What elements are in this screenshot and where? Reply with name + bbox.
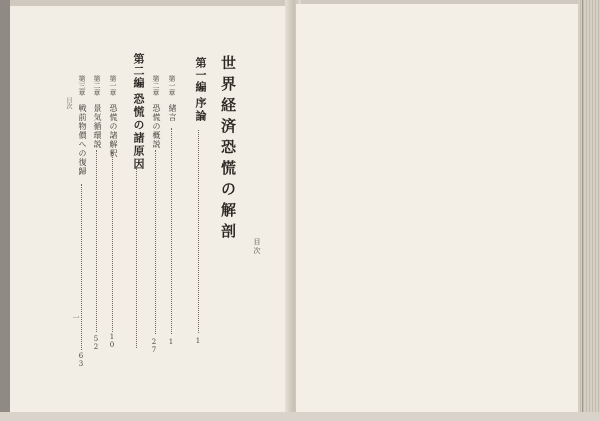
p1-ch1-label: 第一章 (168, 75, 176, 96)
p2-ch2-title: 景気循環説 (93, 104, 102, 149)
p2-ch1-page: 10 (108, 333, 116, 349)
part-2-leader (136, 168, 137, 348)
p2-ch2-page: 52 (92, 335, 100, 351)
page-edges (578, 0, 600, 421)
part-2-title: 恐慌の諸原因 (132, 93, 145, 171)
p2-ch1-title: 恐慌の諸解釈 (109, 104, 118, 158)
p2-ch3-page: 63 (77, 352, 85, 368)
part-2-label: 第二編 (132, 53, 145, 89)
p1-ch2-page: 27 (150, 338, 158, 354)
p2-ch1-label: 第一章 (109, 75, 117, 96)
p2-ch2-label: 第二章 (93, 75, 101, 96)
running-head: 目次 (65, 97, 72, 109)
p2-ch2-leader (96, 150, 97, 332)
left-edge-shadow (0, 0, 10, 421)
part-1-title: 序論 (194, 97, 207, 123)
book-title: 世界経済恐慌の解剖 (219, 55, 237, 244)
contents-heading: 目次 (253, 238, 261, 256)
p1-ch2-leader (155, 150, 156, 334)
p2-ch3-label: 第三章 (78, 75, 86, 96)
p1-ch1-title: 緒言 (168, 104, 177, 122)
page-bottom-shadow (0, 412, 600, 421)
part-1-label: 第一編 (194, 57, 207, 93)
part-1-page: 1 (194, 337, 202, 345)
p1-ch1-page: 1 (167, 338, 175, 346)
p2-ch1-leader (112, 152, 113, 332)
p1-ch2-title: 恐慌の概説 (152, 104, 161, 149)
p2-ch3-leader (81, 184, 82, 350)
p1-ch2-label: 第二章 (152, 75, 160, 96)
p2-ch3-title: 戦前物價への復歸 (78, 104, 87, 176)
folio-number: 一 (72, 314, 80, 321)
right-page-blank (296, 4, 578, 414)
part-1-leader (198, 130, 199, 333)
p1-ch1-leader (171, 128, 172, 334)
